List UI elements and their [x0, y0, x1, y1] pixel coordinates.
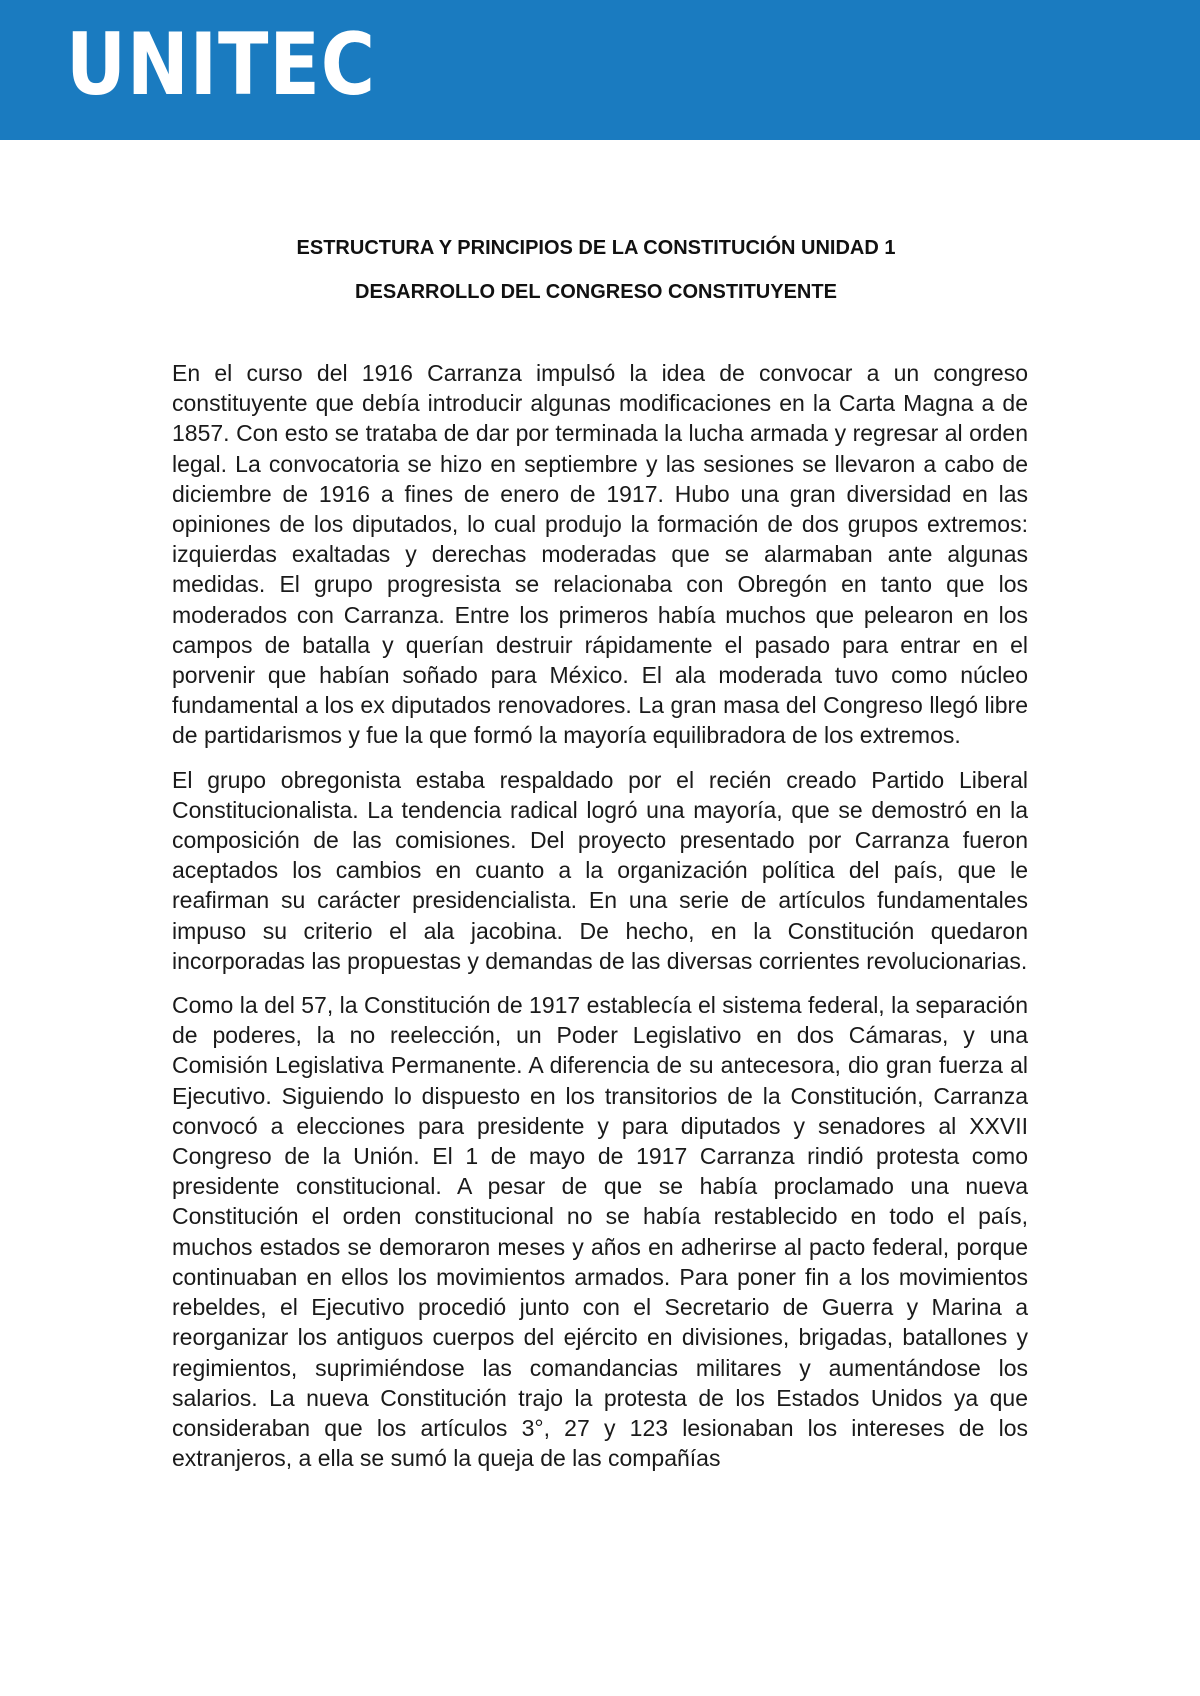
paragraph-3: Como la del 57, la Constitución de 1917 establecía el sistema federal, la separación de poderes, la no reelección, un Poder Legislativo en dos Cámaras, y una Comisión Legislativa Permanente. A diferencia de su antecesora, dio gran fuerza al Ejecutivo. Siguiendo lo dispuesto en los transitorios de la Constitución, Carranza convocó a elecciones para presidente y para diputados y senadores al XXVII Congreso de la Unión. El 1 de mayo de 1917 Carranza rindió protesta como presidente constitucional. A pesar de que se había proclamado una nueva Constitución el orden constitucional no se había restablecido en todo el país, muchos estados se demoraron meses y años en adherirse al pacto federal, porque continuaban en ellos los movimientos armados. Para poner fin a los movimientos rebeldes, el Ejecutivo procedió junto con el Secretario de Guerra y Marina a reorganizar los antiguos cuerpos del ejército en divisiones, brigadas, batallones y regimientos, suprimiéndose las comandancias militares y aumentándose los salarios. La nueva Constitución trajo la protesta de los Estados Unidos ya que consideraban que los artículos 3°, 27 y 123 lesionaban los intereses de los extranjeros, a ella se sumó la queja de las compañías — [172, 992, 1028, 1472]
header-banner — [0, 0, 1200, 140]
document-body — [172, 358, 1028, 1472]
paragraph-2: El grupo obregonista estaba respaldado por el recién creado Partido Liberal Constitucionalista. La tendencia radical logró una mayoría, que se demostró en la composición de las comisiones. Del proyecto presentado por Carranza fueron aceptados los cambios en cuanto a la organización política del país, que le reafirman su carácter presidencialista. En una serie de artículos fundamentales impuso su criterio el ala jacobina. De hecho, en la Constitución quedaron incorporadas las propuestas y demandas de las diversas corrientes revolucionarias. — [172, 766, 1028, 974]
unitec-logo: UNITEC — [66, 15, 376, 115]
document-titles — [0, 226, 1200, 314]
document-title: ESTRUCTURA Y PRINCIPIOS DE LA CONSTITUCIÓN UNIDAD 1 — [296, 237, 896, 259]
document-subtitle: DESARROLLO DEL CONGRESO CONSTITUYENTE — [355, 281, 837, 303]
paragraph-1: En el curso del 1916 Carranza impulsó la idea de convocar a un congreso constituyente que debía introducir algunas modificaciones en la Carta Magna a de 1857. Con esto se trataba de dar por terminada la lucha armada y regresar al orden legal. La convocatoria se hizo en septiembre y las sesiones se llevaron a cabo de diciembre de 1916 a fines de enero de 1917. Hubo una gran diversidad en las opiniones de los diputados, lo cual produjo la formación de dos grupos extremos: izquierdas exaltadas y derechas moderadas que se alarmaban ante algunas medidas. El grupo progresista se relacionaba con Obregón en tanto que los moderados con Carranza. Entre los primeros había muchos que pelearon en los campos de batalla y querían destruir rápidamente el pasado para entrar en el porvenir que habían soñado para México. El ala moderada tuvo como núcleo fundamental a los ex diputados renovadores. La gran masa del Congreso llegó libre de partidarismos y fue la que formó la mayoría equilibradora de los extremos. — [172, 360, 1028, 749]
